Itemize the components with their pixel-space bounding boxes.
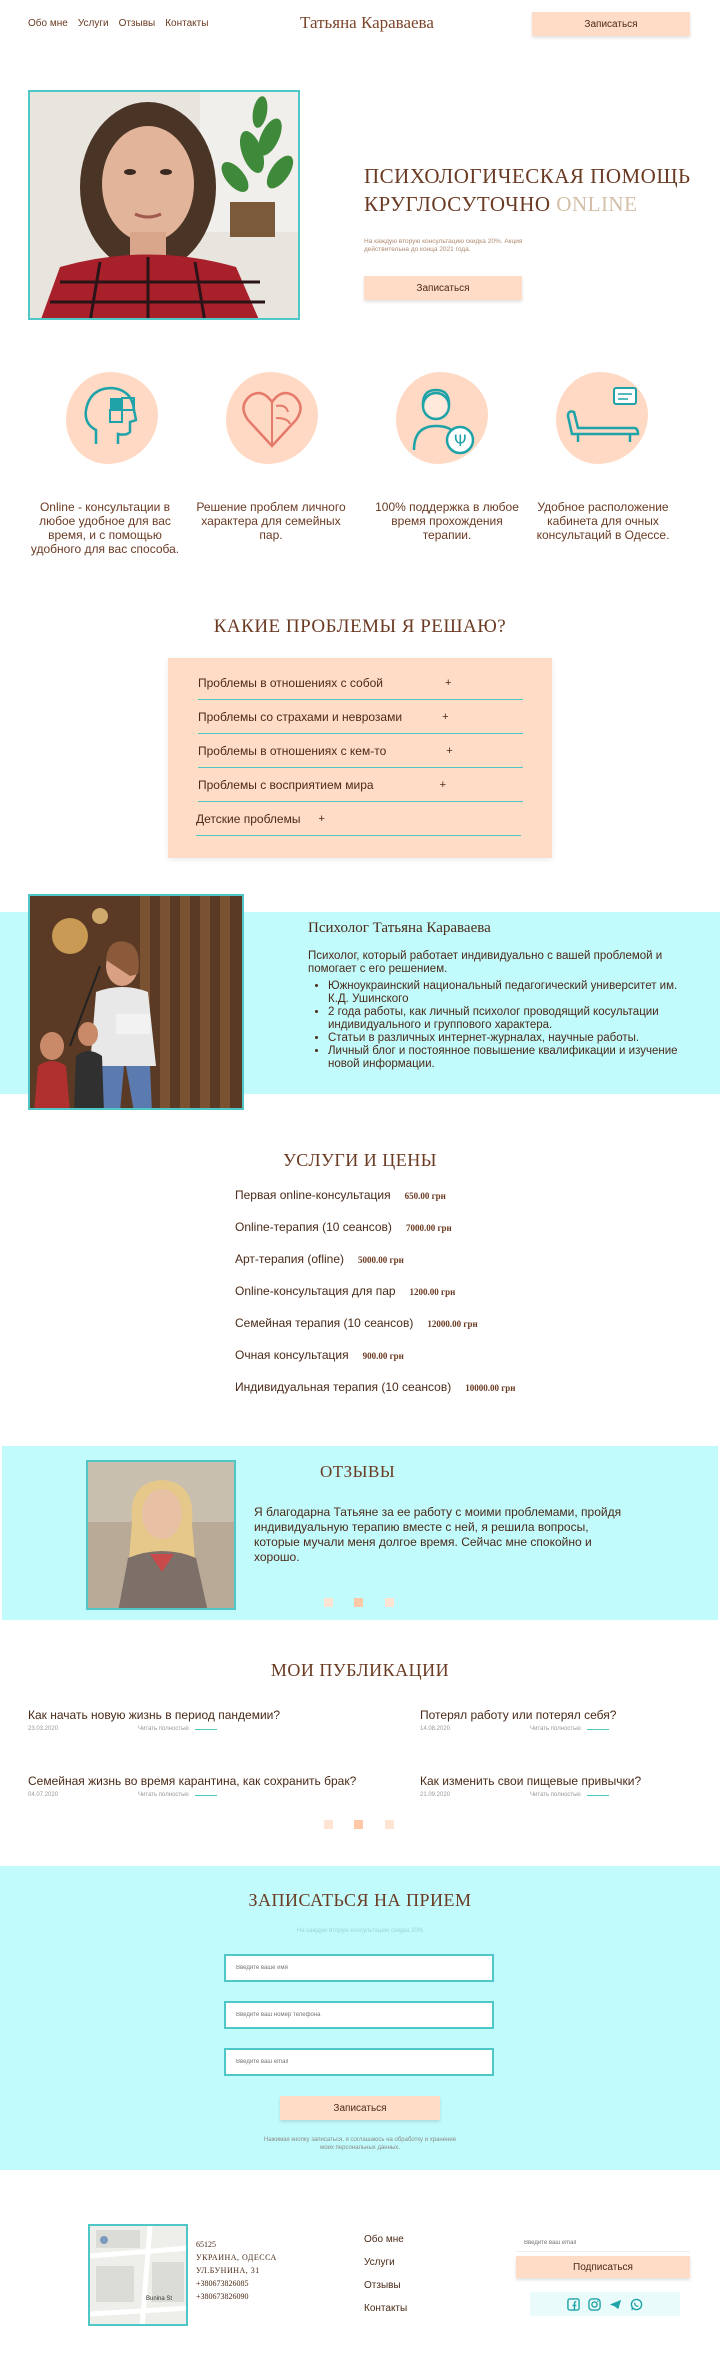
about-photo (28, 894, 244, 1110)
logo[interactable]: Татьяна Караваева (300, 13, 434, 32)
slider-dot[interactable] (354, 1820, 363, 1829)
footer-address (196, 2238, 277, 2303)
booking-title: ЗАПИСАТЬСЯ НА ПРИЕМ (248, 1890, 472, 1910)
about-item: • Южноукраинский национальный педагогический университет им. К.Д. Ушинского (328, 980, 700, 1006)
read-more-link[interactable]: Читать полностью (530, 1726, 609, 1732)
publication-title[interactable]: Семейная жизнь во время карантина, как сохранить брак? (28, 1774, 357, 1788)
nav-reviews[interactable]: Отзывы (118, 18, 156, 29)
feature-2 (196, 372, 346, 542)
publication-card[interactable] (420, 1708, 700, 1732)
about-list (314, 980, 700, 1071)
about-item: • Статьи в различных интернет-журналах, научные работы. (328, 1032, 700, 1045)
publication-card[interactable] (420, 1774, 700, 1798)
problems-accordion (168, 658, 552, 858)
instagram-icon[interactable] (588, 2298, 601, 2311)
phone-input[interactable] (224, 2001, 494, 2029)
about-title: Психолог Татьяна Караваева (308, 920, 491, 936)
postal-code: 65125 (196, 2240, 216, 2249)
psychologist-icon (396, 372, 488, 464)
about-intro: Психолог, который работает индивидуально с вашей проблемой и помогает с его решением. (308, 950, 663, 975)
read-more-link[interactable]: Читать полностью (530, 1792, 609, 1798)
hero-photo (28, 90, 300, 320)
nav-services[interactable]: Услуги (77, 18, 109, 29)
booking-subtitle: На каждую вторую консультацию скидка 20% (296, 1928, 424, 1934)
footer-nav-contacts[interactable]: Контакты (364, 2303, 408, 2314)
phone-1[interactable]: +380673826085 (196, 2279, 249, 2288)
price-row: Первая online-консультация 650.00 грн (235, 1188, 446, 1202)
read-more-link[interactable]: Читать полностью (138, 1792, 217, 1798)
about-photo-illustration (30, 896, 244, 1110)
price-row: Очная консультация 900.00 грн (235, 1348, 404, 1362)
map-illustration (90, 2226, 188, 2326)
slider-dot[interactable] (324, 1598, 333, 1607)
publication-title[interactable]: Как изменить свои пищевые привычки? (420, 1774, 642, 1788)
svg-text:Ψ: Ψ (454, 431, 467, 450)
arrow-right-icon (587, 1795, 609, 1796)
publication-title[interactable]: Как начать новую жизнь в период пандемии? (28, 1708, 281, 1722)
problem-item[interactable]: Детские проблемы + (196, 802, 521, 836)
slider-dot[interactable] (385, 1820, 394, 1829)
map-street-label: Bunina St (146, 2296, 173, 2302)
booking-submit-button[interactable]: Записаться (280, 2096, 440, 2120)
reviews-title: ОТЗЫВЫ (320, 1462, 396, 1481)
nav-about[interactable]: Обо мне (28, 18, 68, 29)
arrow-right-icon (195, 1795, 217, 1796)
problem-item[interactable]: Проблемы со страхами и неврозами + (198, 700, 523, 734)
price-row: Online-консультация для пар 1200.00 грн (235, 1284, 456, 1298)
social-links (530, 2292, 680, 2316)
head-puzzle-icon (66, 372, 158, 464)
about-item: • 2 года работы, как личный психолог проводящий косультации индивидуального и группового характера. (328, 1006, 700, 1032)
portrait-illustration (30, 92, 300, 320)
hero-title-line1: ПСИХОЛОГИЧЕСКАЯ ПОМОЩЬ (364, 164, 691, 188)
slider-dot[interactable] (385, 1598, 394, 1607)
feature-1-text: Online - консультации в любое удобное для вас время, и с помощью удобного для вас способа. (30, 500, 180, 556)
header-book-button[interactable]: Записаться (532, 12, 690, 36)
heart-brain-icon (226, 372, 318, 464)
feature-3-text: 100% поддержка в любое время прохождения терапии. (375, 500, 519, 542)
about-item: • Личный блог и постоянное повышение квалификации и изучение новой информации. (328, 1045, 700, 1071)
footer-nav (364, 2234, 407, 2322)
publication-date: 23.03.2020 (28, 1726, 59, 1732)
publication-date: 14.08.2020 (420, 1726, 451, 1732)
hero-subtitle: На каждую вторую консультацию скидка 20%. Акция действительна до конца 2021 года. (364, 238, 523, 253)
price-row: Индивидуальная терапия (10 сеансов) 10000.00 грн (235, 1380, 516, 1394)
publication-card[interactable] (28, 1708, 328, 1732)
plus-icon: + (439, 778, 447, 791)
slider-dot[interactable] (324, 1820, 333, 1829)
footer-nav-reviews[interactable]: Отзывы (364, 2280, 401, 2291)
street: УЛ.БУНИНА, 31 (196, 2266, 260, 2275)
footer-nav-about[interactable]: Обо мне (364, 2234, 404, 2245)
hero-title-line2: КРУГЛОСУТОЧНО (364, 192, 551, 216)
feature-2-text: Решение проблем личного характера для семейных пар. (196, 500, 346, 542)
price-row: Online-терапия (10 сеансов) 7000.00 грн (235, 1220, 452, 1234)
couch-icon (556, 372, 648, 464)
arrow-right-icon (587, 1729, 609, 1730)
nav-contacts[interactable]: Контакты (165, 18, 209, 29)
city: УКРАИНА, ОДЕССА (196, 2253, 277, 2262)
price-row: Арт-терапия (ofline) 5000.00 грн (235, 1252, 404, 1266)
booking-disclaimer: Нажимая кнопку записаться, я соглашаюсь на обработку и хранение моих персональных данных. (263, 2137, 457, 2151)
problem-item[interactable]: Проблемы в отношениях с собой + (198, 666, 523, 700)
slider-dot[interactable] (354, 1598, 363, 1607)
hero-book-button[interactable]: Записаться (364, 276, 522, 300)
email-input[interactable] (224, 2048, 494, 2076)
plus-icon: + (442, 710, 449, 723)
footer-map[interactable] (88, 2224, 188, 2326)
problem-item[interactable]: Проблемы в отношениях с кем-то + (198, 734, 523, 768)
plus-icon: + (446, 744, 453, 757)
problem-item[interactable]: Проблемы с восприятием мира + (198, 768, 523, 802)
publication-date: 21.09.2020 (420, 1792, 451, 1798)
arrow-right-icon (195, 1729, 217, 1730)
publication-card[interactable] (28, 1774, 408, 1798)
review-photo-illustration (88, 1462, 236, 1610)
feature-3 (372, 372, 522, 542)
plus-icon: + (444, 676, 452, 689)
publications-title: МОИ ПУБЛИКАЦИИ (270, 1660, 450, 1680)
prices-title: УСЛУГИ И ЦЕНЫ (283, 1150, 437, 1170)
name-input[interactable] (224, 1954, 494, 1982)
review-photo (86, 1460, 236, 1610)
top-nav (28, 18, 218, 29)
price-row: Семейная терапия (10 сеансов) 12000.00 грн (235, 1316, 478, 1330)
review-text: Я благодарна Татьяне за ее работу с моими проблемами, пройдя индивидуальную терапию вместе с ней, я решила вопросы, которые мучали меня долгое время. Сейчас мне спокойно и хорошо. (254, 1505, 622, 1564)
hero-title-accent: ONLINE (556, 192, 638, 216)
whatsapp-icon[interactable] (630, 2298, 643, 2311)
problems-title: КАКИЕ ПРОБЛЕМЫ Я РЕШАЮ? (213, 616, 507, 637)
feature-1 (30, 372, 180, 556)
phone-2[interactable]: +380673826090 (196, 2292, 249, 2301)
feature-4-text: Удобное расположение кабинета для очных консультаций в Одессе. (536, 500, 670, 542)
subscribe-button[interactable]: Подписаться (516, 2256, 690, 2278)
telegram-icon[interactable] (609, 2298, 622, 2311)
subscribe-email-input[interactable] (516, 2234, 690, 2252)
footer-nav-services[interactable]: Услуги (364, 2257, 395, 2268)
plus-icon: + (318, 812, 325, 825)
publication-title[interactable]: Потерял работу или потерял себя? (420, 1708, 617, 1722)
read-more-link[interactable]: Читать полностью (138, 1726, 217, 1732)
feature-4 (528, 372, 678, 542)
publication-date: 04.07.2020 (28, 1792, 59, 1798)
facebook-icon[interactable] (567, 2298, 580, 2311)
hero-title (364, 162, 704, 218)
